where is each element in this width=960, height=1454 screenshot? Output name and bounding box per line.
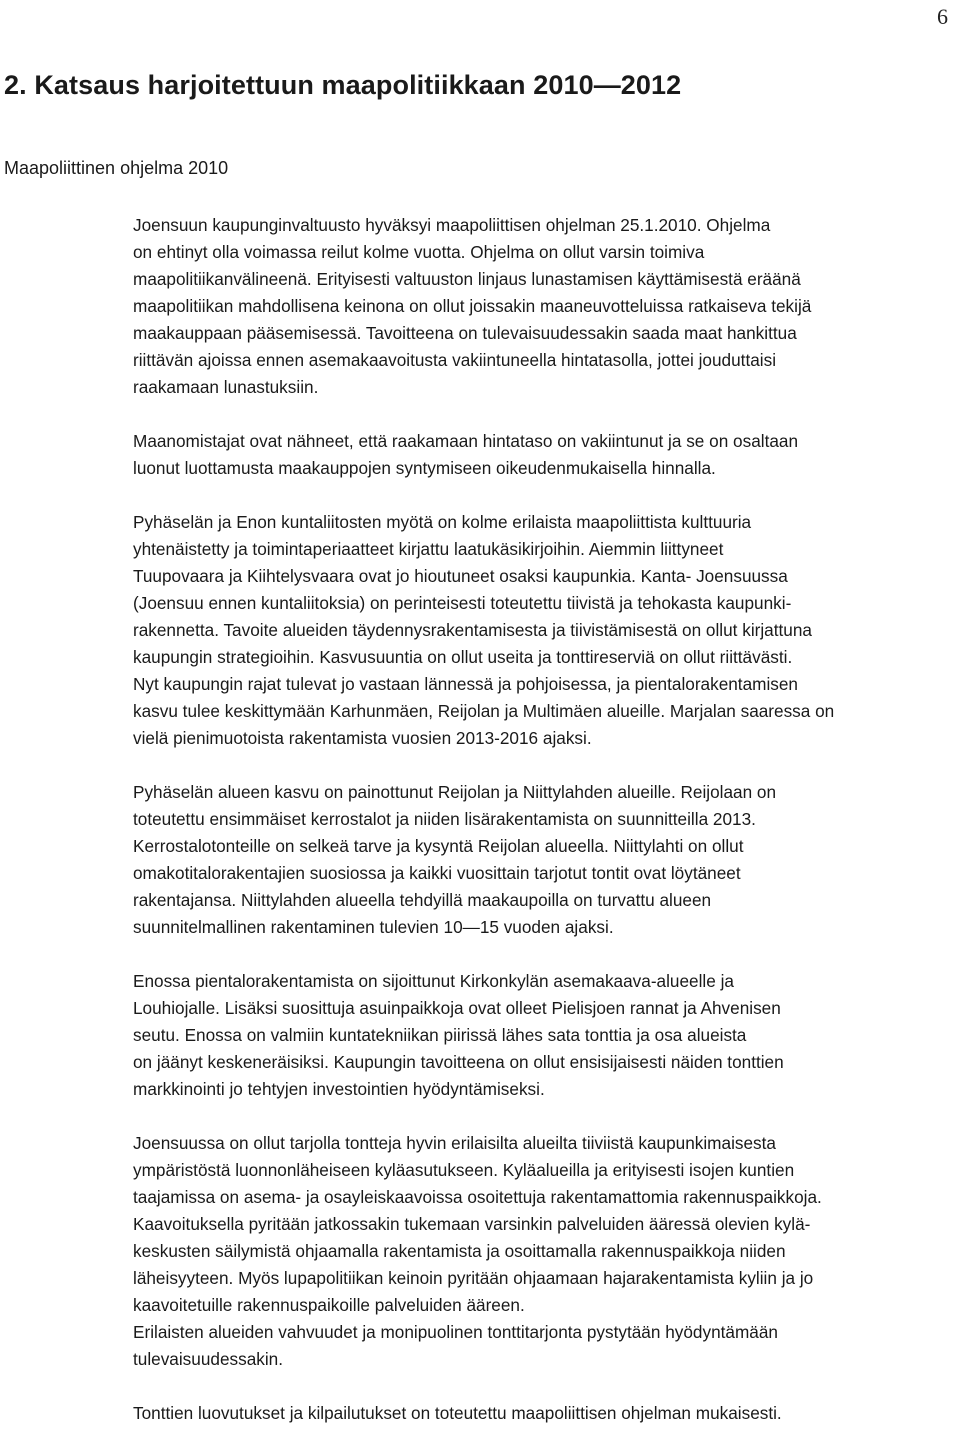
section-heading: 2. Katsaus harjoitettuun maapolitiikkaan 2010—2012 (4, 70, 682, 100)
text-line: Tuupovaara ja Kiihtelysvaara ovat jo hioutuneet osaksi kaupunkia. Kanta- Joensuussa (133, 566, 788, 586)
text-line: Kaavoituksella pyritään jatkossakin tukemaan varsinkin palveluiden ääressä olevien kylä- (133, 1214, 811, 1234)
text-line: Tonttien luovutukset ja kilpailutukset on toteutettu maapoliittisen ohjelman mukaisesti. (133, 1403, 782, 1423)
text-line: kasvu tulee keskittymään Karhunmäen, Reijolan ja Multimäen alueille. Marjalan saaressa on (133, 701, 835, 721)
text-line: vielä pienimuotoista rakentamista vuosien 2013-2016 ajaksi. (133, 728, 592, 748)
text-line: rakentajansa. Niittylahden alueella tehdyillä maakaupoilla on turvattu alueen (133, 890, 712, 910)
text-line: maapolitiikanvälineenä. Erityisesti valtuuston linjaus lunastamisen käyttämisestä eräänä (133, 269, 801, 289)
text-line: Pyhäselän ja Enon kuntaliitosten myötä on kolme erilaista maapoliittista kulttuuria (133, 512, 752, 532)
text-line: seutu. Enossa on valmiin kuntatekniikan piirissä lähes sata tonttia ja osa alueista (133, 1025, 747, 1045)
text-line: riittävän ajoissa ennen asemakaavoitusta vakiintuneella hintatasolla, jottei jouduttaisi (133, 350, 777, 370)
paragraph (133, 779, 957, 941)
paragraph (133, 1319, 957, 1373)
text-line: kaavoitetuille rakennuspaikoille palveluiden ääreen. (133, 1295, 525, 1315)
text-line: maapolitiikan mahdollisena keinona on ollut joissakin maaneuvotteluissa ratkaiseva tekijä (133, 296, 812, 316)
text-line: on ehtinyt olla voimassa reilut kolme vuotta. Ohjelma on ollut varsin toimiva (133, 242, 705, 262)
paragraph (133, 428, 957, 482)
text-line: yhtenäistetty ja toimintaperiaatteet kirjattu laatukäsikirjoihin. Aiemmin liittyneet (133, 539, 724, 559)
text-line: Erilaisten alueiden vahvuudet ja monipuolinen tonttitarjonta pystytään hyödyntämään (133, 1322, 778, 1342)
text-line: omakotitalorakentajien suosiossa ja kaikki vuosittain tarjotut tontit ovat löytäneet (133, 863, 741, 883)
paragraph (133, 1400, 957, 1427)
text-line: Kerrostalotonteille on selkeä tarve ja kysyntä Reijolan alueella. Niittylahti on ollut (133, 836, 744, 856)
text-line: (Joensuu ennen kuntaliitoksia) on perinteisesti toteutettu tiivistä ja tehokasta kaupunki- (133, 593, 792, 613)
text-line: toteutettu ensimmäiset kerrostalot ja niiden lisärakentamista on suunnitteilla 2013. (133, 809, 756, 829)
text-line: taajamissa on asema- ja osayleiskaavoissa osoitettuja rakentamattomia rakennuspaikkoja. (133, 1187, 822, 1207)
text-line: Joensuun kaupunginvaltuusto hyväksyi maapoliittisen ohjelman 25.1.2010. Ohjelma (133, 215, 771, 235)
text-line: on jäänyt keskeneräisiksi. Kaupungin tavoitteena on ollut ensisijaisesti näiden tonttien (133, 1052, 784, 1072)
text-line: tulevaisuudessakin. (133, 1349, 284, 1369)
text-line: rakennetta. Tavoite alueiden täydennysrakentamisesta ja tiivistämisestä on ollut kirjattuna (133, 620, 812, 640)
text-line: ympäristöstä luonnonläheiseen kyläasutukseen. Kyläalueilla ja erityisesti isojen kuntien (133, 1160, 795, 1180)
text-line: Nyt kaupungin rajat tulevat jo vastaan lännessä ja pohjoisessa, ja pientalorakentamisen (133, 674, 798, 694)
text-line: Maanomistajat ovat nähneet, että raakamaan hintataso on vakiintunut ja se on osaltaan (133, 431, 799, 451)
text-line: suunnitelmallinen rakentaminen tulevien 10—15 vuoden ajaksi. (133, 917, 614, 937)
text-line: raakamaan lunastuksiin. (133, 377, 319, 397)
paragraph (133, 212, 957, 401)
text-line: Louhiojalle. Lisäksi suosittuja asuinpaikkoja ovat olleet Pielisjoen rannat ja Ahvenisen (133, 998, 781, 1018)
paragraph (133, 509, 957, 752)
text-line: Joensuussa on ollut tarjolla tontteja hyvin erilaisilta alueilta tiiviistä kaupunkimaisesta (133, 1133, 776, 1153)
text-line: maakauppaan pääsemisessä. Tavoitteena on tulevaisuudessakin saada maat hankittua (133, 323, 797, 343)
text-line: markkinointi jo tehtyjen investointien hyödyntämiseksi. (133, 1079, 545, 1099)
paragraph (133, 1130, 957, 1319)
text-line: Pyhäselän alueen kasvu on painottunut Reijolan ja Niittylahden alueille. Reijolaan on (133, 782, 777, 802)
page-number: 6 (937, 4, 948, 29)
body-text (133, 212, 957, 1454)
subsection-heading: Maapoliittinen ohjelma 2010 (4, 158, 229, 178)
text-line: Enossa pientalorakentamista on sijoittunut Kirkonkylän asemakaava-alueelle ja (133, 971, 734, 991)
paragraph (133, 968, 957, 1103)
text-line: keskusten säilymistä ohjaamalla rakentamista ja osoittamalla rakennuspaikkoja niiden (133, 1241, 786, 1261)
text-line: läheisyyteen. Myös lupapolitiikan keinoin pyritään ohjaamaan hajarakentamista kyliin ja jo (133, 1268, 814, 1288)
text-line: kaupungin strategioihin. Kasvusuuntia on ollut useita ja tonttireserviä on ollut riittävästi. (133, 647, 793, 667)
text-line: luonut luottamusta maakauppojen syntymiseen oikeudenmukaisella hinnalla. (133, 458, 716, 478)
